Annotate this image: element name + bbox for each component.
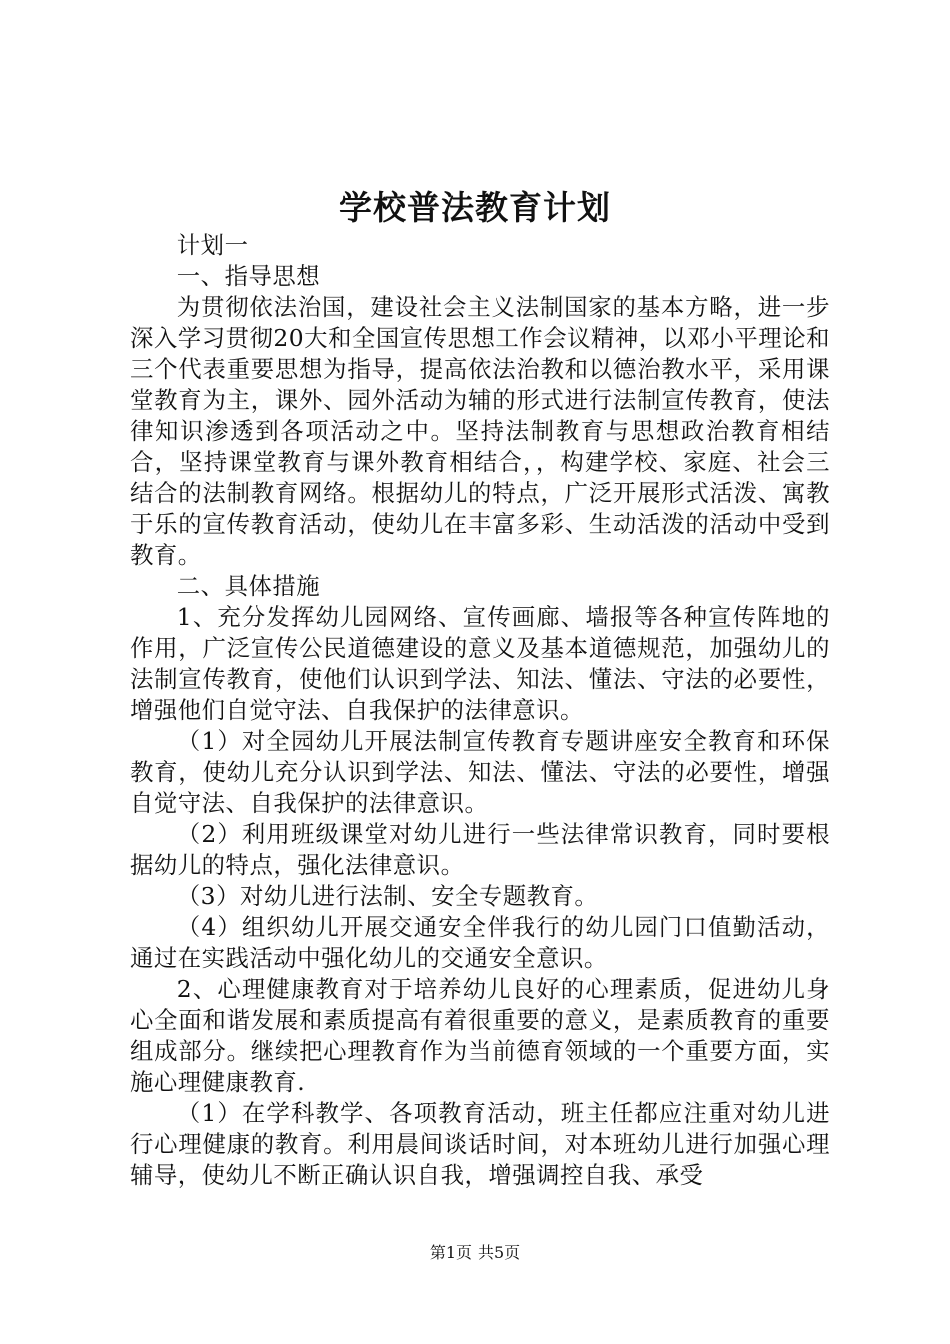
paragraph-measure-2: 2、心理健康教育对于培养幼儿良好的心理素质，促进幼儿身心全面和谐发展和素质提高有着很重要的意义，是素质教育的重要组成部分。继续把心理教育作为当前德育领域的一个重要方面，实施心理健康教育. <box>130 975 830 1096</box>
paragraph-measure-1: 1、充分发挥幼儿园网络、宣传画廊、墙报等各种宣传阵地的作用，广泛宣传公民道德建设的意义及基本道德规范，加强幼儿的法制宣传教育，使他们认识到学法、知法、懂法、守法的必要性，增强他们自觉守法、自我保护的法律意识。 <box>130 603 830 724</box>
plan-label: 计划一 <box>176 231 249 259</box>
page-footer <box>0 1243 950 1263</box>
document-title: 学校普法教育计划 <box>339 188 611 227</box>
section-heading-measures: 二、具体措施 <box>176 572 321 600</box>
section-heading-guiding-ideology: 一、指导思想 <box>176 262 321 290</box>
paragraph-measure-1-item-3: （3）对幼儿进行法制、安全专题教育。 <box>176 882 599 910</box>
paragraph-measure-1-item-1: （1）对全园幼儿开展法制宣传教育专题讲座安全教育和环保教育，使幼儿充分认识到学法、知法、懂法、守法的必要性，增强自觉守法、自我保护的法律意识。 <box>130 727 830 817</box>
document-body <box>130 230 830 1191</box>
paragraph-measure-1-item-2: （2）利用班级课堂对幼儿进行一些法律常识教育，同时要根据幼儿的特点，强化法律意识。 <box>130 820 830 879</box>
paragraph-measure-2-item-1: （1）在学科教学、各项教育活动，班主任都应注重对幼儿进行心理健康的教育。利用晨间谈话时间，对本班幼儿进行加强心理辅导，使幼儿不断正确认识自我，增强调控自我、承受 <box>130 1099 830 1189</box>
page-number: 第1页 <box>429 1243 472 1262</box>
paragraph-measure-1-item-4: （4）组织幼儿开展交通安全伴我行的幼儿园门口值勤活动，通过在实践活动中强化幼儿的交通安全意识。 <box>130 913 830 972</box>
paragraph-guiding-ideology: 为贯彻依法治国，建设社会主义法制国家的基本方略，进一步深入学习贯彻20大和全国宣传思想工作会议精神，以邓小平理论和三个代表重要思想为指导，提高依法治教和以德治教水平，采用课堂教育为主，课外、园外活动为辅的形式进行法制宣传教育，使法律知识渗透到各项活动之中。坚持法制教育与思想政治教育相结合，坚持课堂教育与课外教育相结合，，构建学校、家庭、社会三结合的法制教育网络。根据幼儿的特点，广泛开展形式活泼、寓教于乐的宣传教育活动，使幼儿在丰富多彩、生动活泼的活动中受到教育。 <box>130 293 830 569</box>
page-total: 共5页 <box>478 1243 521 1262</box>
